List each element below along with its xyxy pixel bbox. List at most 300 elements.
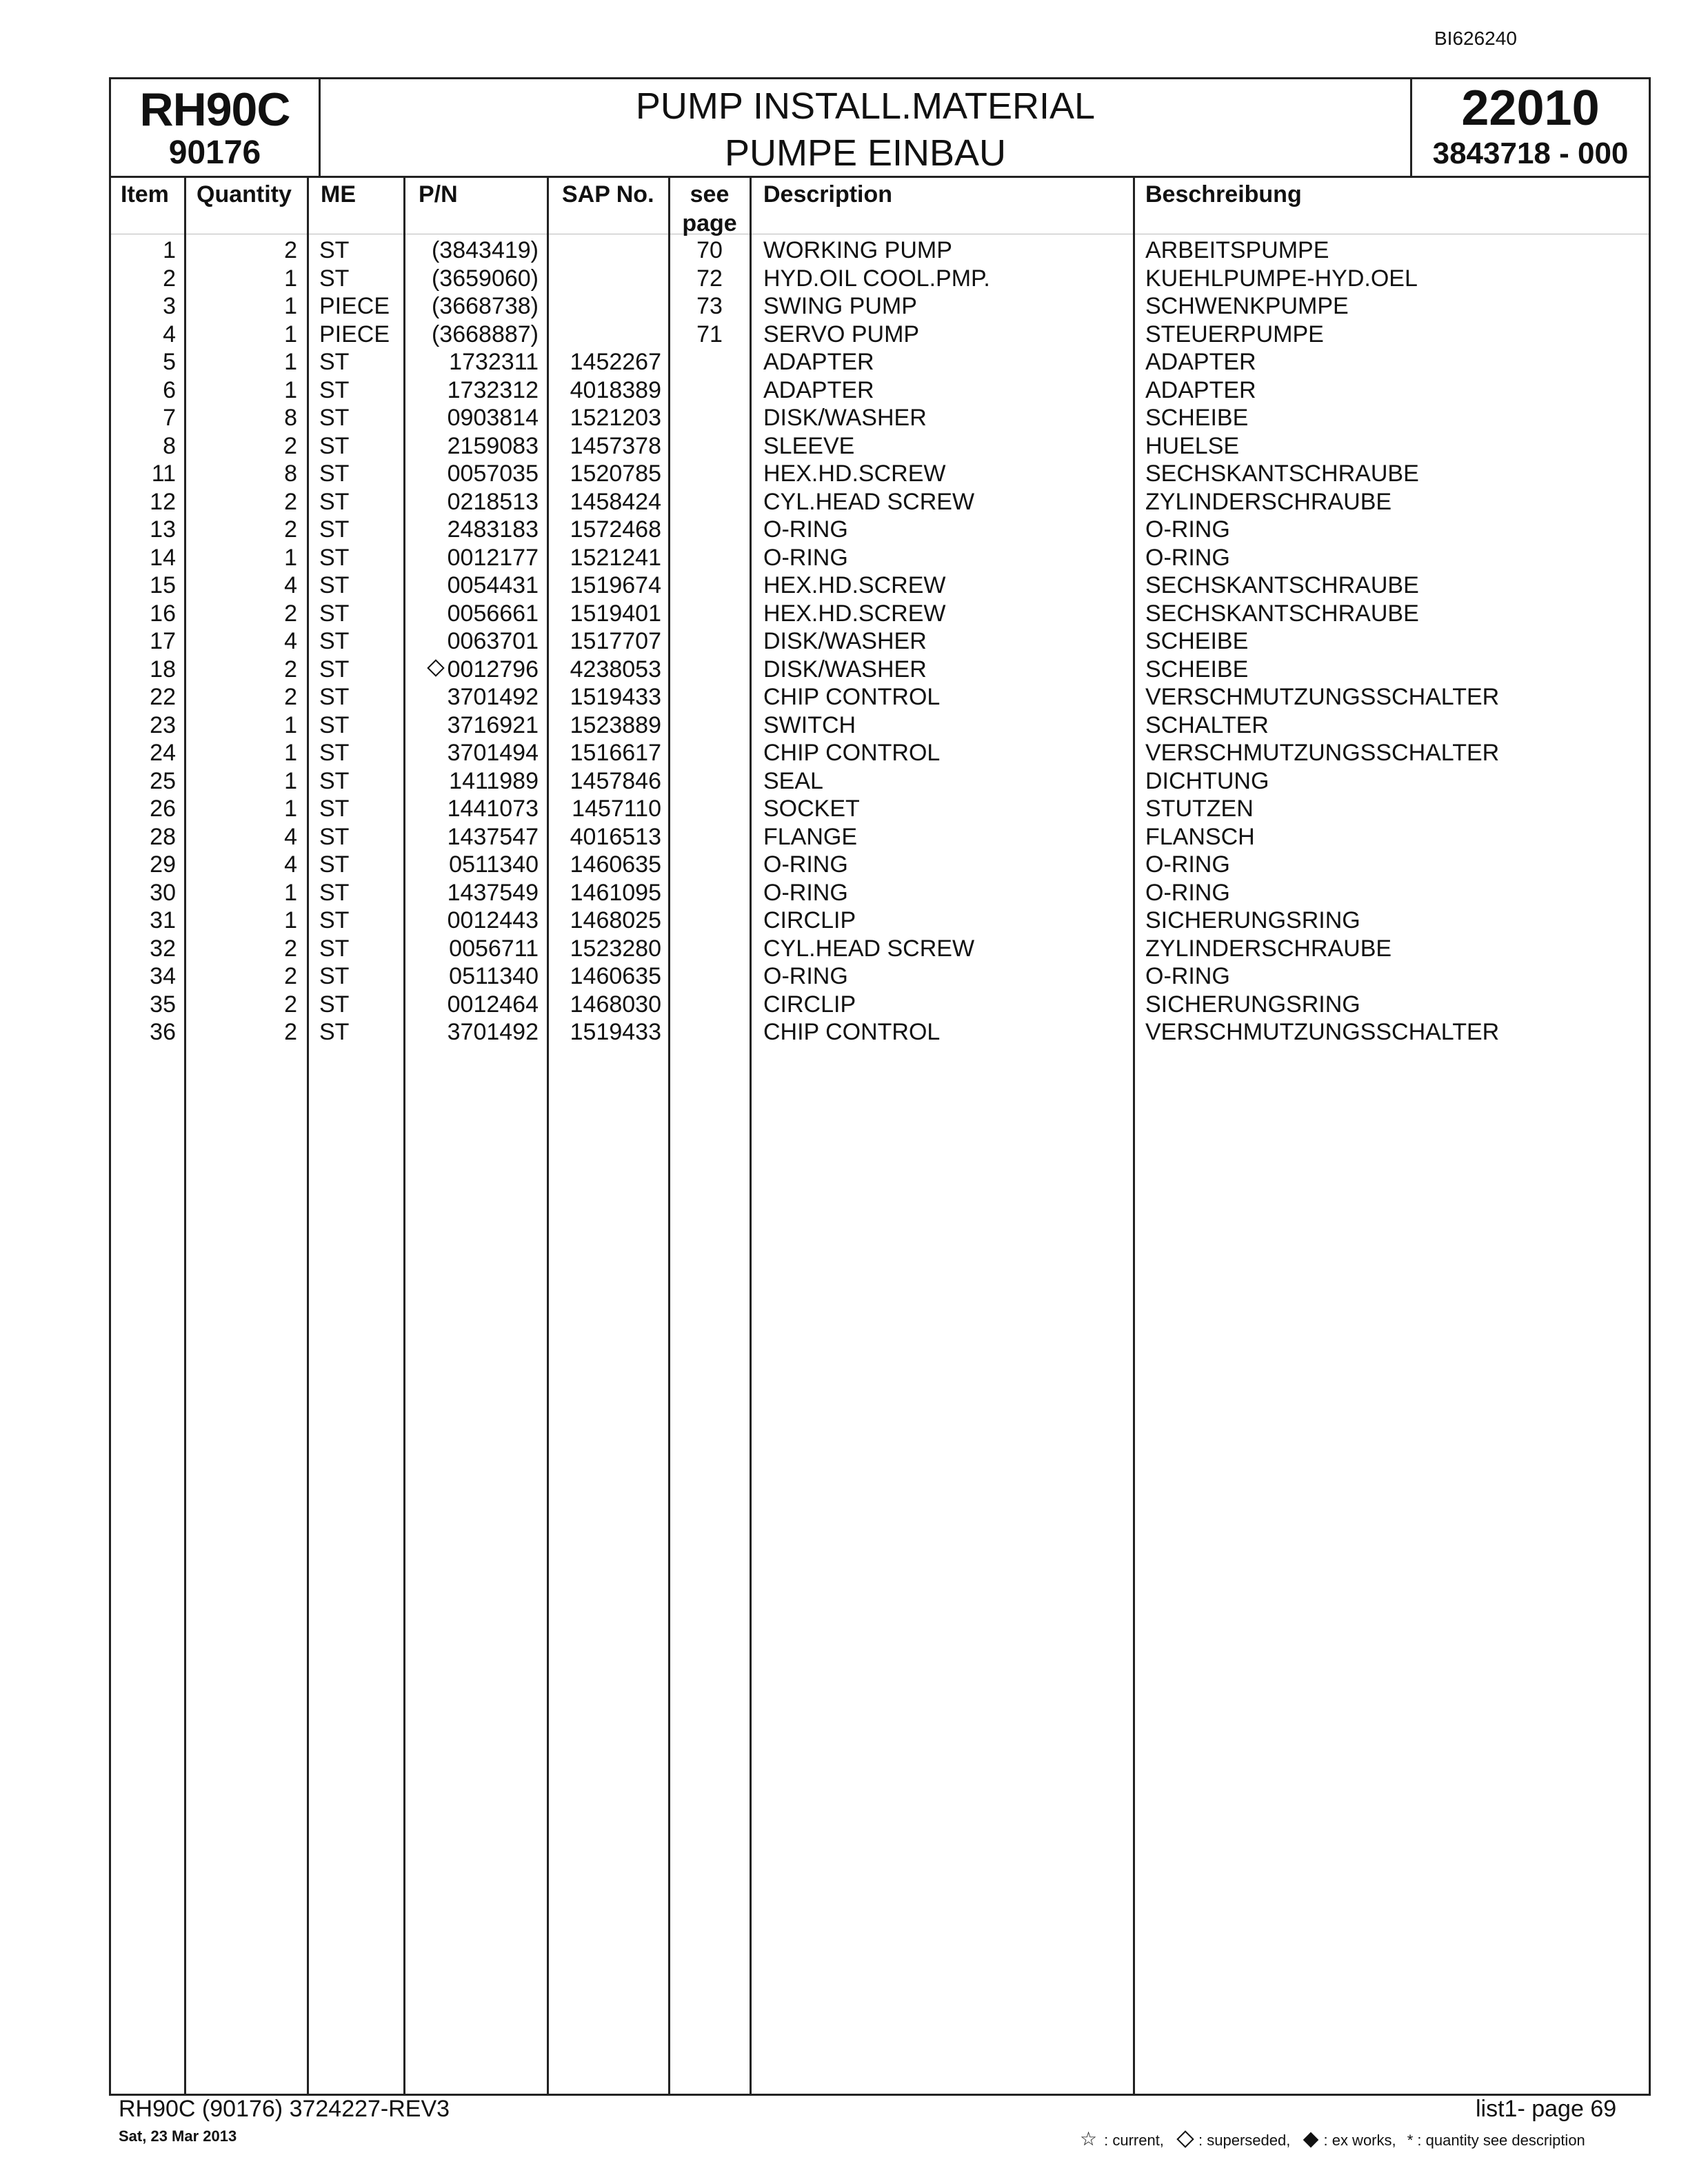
cell-item-text: 13 [150,516,176,543]
cell-me-text: ST [319,461,350,487]
table-row [111,767,1649,795]
cell-me [319,627,402,655]
cell-beschreibung [1145,600,1642,627]
footer-date: Sat, 23 Mar 2013 [119,2127,237,2145]
cell-me-text: ST [319,711,350,738]
cell-beschreibung [1145,656,1642,683]
cell-description-text: HEX.HD.SCREW [763,572,946,598]
cell-quantity-text: 2 [284,237,297,263]
cell-see-page [670,292,750,320]
legend-ex-works: : ex works, [1323,2132,1396,2149]
cell-description [763,376,1122,404]
cell-quantity [184,516,297,543]
cell-me-text: ST [319,656,350,682]
cell-quantity [184,795,297,822]
cell-me [319,516,402,543]
cell-me [319,376,402,404]
cell-sap-text: 1519433 [570,684,661,710]
cell-me-text: ST [319,963,350,989]
table-row [111,376,1649,404]
cell-pn-text: 1411989 [449,767,539,794]
cell-beschreibung-text: VERSCHMUTZUNGSSCHALTER [1145,1019,1500,1045]
cell-beschreibung-text: O-RING [1145,544,1230,571]
cell-description-text: FLANGE [763,823,858,850]
table-row [111,321,1649,348]
table-row [111,627,1649,655]
cell-me [319,404,402,432]
cell-pn [409,292,539,320]
cell-description [763,627,1122,655]
cell-sap [552,879,661,907]
cell-me [319,348,402,376]
cell-description [763,823,1122,851]
cell-pn-text: 0511340 [449,963,539,989]
cell-item [111,795,176,822]
cell-description [763,991,1122,1018]
cell-see-page-text: 70 [696,237,723,263]
cell-pn-text: 0012443 [447,907,539,933]
cell-description [763,1018,1122,1046]
cell-quantity [184,376,297,404]
table-row [111,600,1649,627]
col-header-pn: P/N [419,181,458,208]
cell-item-text: 30 [150,879,176,906]
cell-item-text: 29 [150,851,176,878]
cell-me-text: ST [319,488,350,515]
table-row [111,404,1649,432]
cell-me-text: ST [319,265,350,292]
cell-item [111,683,176,711]
cell-quantity-text: 8 [284,405,297,431]
cell-quantity-text: 1 [284,265,297,292]
cell-sap-text: 1452267 [570,349,661,375]
cell-me-text: ST [319,740,350,766]
cell-quantity [184,907,297,934]
cell-pn [409,572,539,599]
cell-description [763,600,1122,627]
cell-pn-text: 0012177 [447,544,539,571]
table-row [111,879,1649,907]
cell-sap-text: 1460635 [570,851,661,878]
cell-sap-text: 1458424 [570,488,661,515]
cell-pn-text: 0511340 [449,851,539,878]
cell-beschreibung-text: SCHEIBE [1145,656,1249,682]
cell-sap [552,600,661,627]
cell-description-text: CIRCLIP [763,991,856,1018]
cell-pn-text: 0063701 [447,628,539,654]
cell-pn-text: 2159083 [447,432,539,459]
cell-sap-text: 1520785 [570,461,661,487]
cell-sap-text: 1519433 [570,1019,661,1045]
diamond-filled-icon [1303,2132,1319,2148]
cell-description-text: O-RING [763,851,848,878]
cell-beschreibung [1145,851,1642,878]
title-block [321,79,1410,176]
cell-me [319,907,402,934]
cell-sap-text: 1519674 [570,572,661,598]
cell-beschreibung [1145,879,1642,907]
cell-quantity-text: 1 [284,293,297,319]
cell-sap-text: 1457846 [570,767,661,794]
cell-quantity-text: 2 [284,656,297,682]
document-id: BI626240 [1434,28,1517,49]
cell-beschreibung-text: ADAPTER [1145,349,1256,375]
cell-sap [552,656,661,683]
cell-item-text: 31 [150,907,176,933]
cell-me-text: ST [319,600,350,627]
cell-pn [409,683,539,711]
cell-me [319,962,402,990]
cell-description-text: SWING PUMP [763,293,917,319]
cell-description [763,879,1122,907]
col-header-item: Item [121,181,169,208]
cell-me [319,767,402,795]
cell-sap-text: 1523280 [570,935,661,962]
cell-quantity-text: 2 [284,516,297,543]
cell-pn [409,544,539,572]
cell-me [319,1018,402,1046]
cell-quantity-text: 4 [284,851,297,878]
cell-beschreibung [1145,1018,1642,1046]
cell-description-text: O-RING [763,879,848,906]
cell-me-text: ST [319,405,350,431]
cell-description-text: SLEEVE [763,432,855,459]
cell-quantity [184,767,297,795]
cell-item-text: 14 [150,544,176,571]
cell-pn [409,907,539,934]
cell-quantity [184,600,297,627]
cell-item-text: 5 [163,349,176,375]
cell-me [319,572,402,599]
cell-description [763,432,1122,460]
cell-me [319,711,402,739]
cell-description-text: DISK/WASHER [763,656,927,682]
cell-pn [409,265,539,292]
cell-sap-text: 1468025 [570,907,661,933]
cell-beschreibung [1145,627,1642,655]
cell-pn [409,851,539,878]
cell-beschreibung-text: STUTZEN [1145,796,1254,822]
cell-me-text: ST [319,851,350,878]
cell-me [319,739,402,767]
cell-item-text: 12 [150,488,176,515]
cell-me-text: ST [319,572,350,598]
cell-pn-text: (3659060) [431,265,539,292]
cell-beschreibung-text: SECHSKANTSCHRAUBE [1145,572,1419,598]
table-row [111,516,1649,543]
cell-sap [552,962,661,990]
cell-description [763,935,1122,962]
cell-beschreibung-text: O-RING [1145,516,1230,543]
cell-quantity-text: 1 [284,349,297,375]
cell-description [763,962,1122,990]
col-header-see: see [690,181,730,208]
cell-item [111,935,176,962]
legend [1080,2127,1592,2150]
cell-beschreibung [1145,404,1642,432]
cell-sap [552,348,661,376]
parts-list-frame [109,77,1651,2096]
cell-description-text: WORKING PUMP [763,237,952,263]
cell-item [111,991,176,1018]
cell-pn [409,935,539,962]
cell-beschreibung-text: KUEHLPUMPE-HYD.OEL [1145,265,1418,292]
cell-quantity [184,321,297,348]
table-row [111,935,1649,962]
cell-item [111,627,176,655]
cell-item [111,962,176,990]
cell-pn-text: 1441073 [447,796,539,822]
cell-beschreibung [1145,907,1642,934]
cell-item [111,656,176,683]
header-divider [111,176,1649,178]
cell-description-text: SEAL [763,767,823,794]
cell-quantity-text: 2 [284,600,297,627]
cell-beschreibung-text: O-RING [1145,851,1230,878]
cell-quantity-text: 1 [284,907,297,933]
cell-quantity-text: 1 [284,767,297,794]
cell-description [763,265,1122,292]
cell-item-text: 26 [150,796,176,822]
cell-item-text: 25 [150,767,176,794]
cell-item-text: 8 [163,432,176,459]
serial-number: 90176 [168,134,261,171]
cell-item [111,348,176,376]
cell-beschreibung [1145,321,1642,348]
cell-pn [409,739,539,767]
superseded-diamond-icon [427,659,444,676]
cell-sap [552,1018,661,1046]
cell-description-text: CHIP CONTROL [763,740,941,766]
cell-item [111,739,176,767]
cell-item [111,488,176,516]
cell-sap-text: 1519401 [570,600,661,627]
cell-sap-text: 1460635 [570,963,661,989]
cell-description-text: CHIP CONTROL [763,684,941,710]
cell-sap-text: 1521203 [570,405,661,431]
cell-quantity [184,879,297,907]
cell-me [319,991,402,1018]
cell-sap-text: 4238053 [570,656,661,682]
cell-me-text: ST [319,991,350,1018]
cell-description [763,544,1122,572]
cell-me-text: ST [319,684,350,710]
cell-description-text: O-RING [763,516,848,543]
cell-quantity [184,236,297,264]
cell-me-text: ST [319,879,350,906]
cell-pn-text: 1732311 [449,349,539,375]
cell-sap [552,627,661,655]
cell-me [319,488,402,516]
cell-sap [552,991,661,1018]
cell-beschreibung [1145,488,1642,516]
cell-me [319,265,402,292]
table-row [111,1018,1649,1046]
table-row [111,851,1649,878]
cell-me-text: ST [319,628,350,654]
cell-item-text: 36 [150,1019,176,1045]
cell-item [111,711,176,739]
title-english: PUMP INSTALL.MATERIAL [635,85,1096,127]
cell-quantity [184,683,297,711]
cell-me-text: ST [319,935,350,962]
cell-item [111,516,176,543]
cell-see-page [670,236,750,264]
cell-item-text: 4 [163,321,176,347]
cell-item-text: 17 [150,628,176,654]
cell-quantity-text: 2 [284,684,297,710]
cell-beschreibung [1145,432,1642,460]
cell-sap [552,460,661,487]
model-name: RH90C [139,83,290,136]
cell-beschreibung-text: SCHEIBE [1145,628,1249,654]
cell-description-text: HYD.OIL COOL.PMP. [763,265,990,292]
cell-item-text: 24 [150,740,176,766]
cell-me [319,879,402,907]
cell-description-text: CIRCLIP [763,907,856,933]
cell-beschreibung [1145,236,1642,264]
cell-pn [409,767,539,795]
cell-sap [552,767,661,795]
cell-see-page-text: 71 [696,321,723,347]
cell-me-text: ST [319,544,350,571]
cell-beschreibung-text: FLANSCH [1145,823,1255,850]
cell-item-text: 1 [163,237,176,263]
cell-item-text: 18 [150,656,176,682]
cell-pn [409,962,539,990]
cell-item [111,600,176,627]
cell-quantity [184,739,297,767]
cell-me [319,656,402,683]
cell-quantity [184,656,297,683]
cell-quantity-text: 4 [284,628,297,654]
cell-item-text: 7 [163,405,176,431]
cell-description [763,907,1122,934]
cell-sap-text: 1517707 [570,628,661,654]
cell-beschreibung-text: ZYLINDERSCHRAUBE [1145,488,1392,515]
cell-quantity-text: 1 [284,711,297,738]
cell-me-text: ST [319,1019,350,1045]
legend-quantity: * : quantity see description [1407,2132,1585,2149]
cell-pn [409,376,539,404]
cell-beschreibung [1145,767,1642,795]
cell-pn-text: 0056711 [449,935,539,962]
cell-sap [552,711,661,739]
col-header-quantity: Quantity [197,181,292,208]
cell-quantity [184,1018,297,1046]
cell-quantity [184,991,297,1018]
cell-sap [552,907,661,934]
cell-quantity [184,823,297,851]
cell-beschreibung [1145,460,1642,487]
table-row [111,292,1649,320]
cell-sap [552,544,661,572]
cell-sap [552,683,661,711]
cell-item-text: 11 [151,461,176,487]
cell-quantity [184,962,297,990]
cell-description-text: HEX.HD.SCREW [763,600,946,627]
col-header-sap: SAP No. [562,181,654,208]
cell-me [319,321,402,348]
cell-quantity-text: 2 [284,991,297,1018]
cell-description [763,711,1122,739]
cell-pn [409,236,539,264]
cell-quantity [184,488,297,516]
cell-pn-text: 3701492 [447,684,539,710]
cell-pn [409,348,539,376]
cell-description-text: CYL.HEAD SCREW [763,488,975,515]
table-row [111,572,1649,599]
cell-item [111,767,176,795]
cell-item [111,879,176,907]
cell-item [111,236,176,264]
cell-description [763,851,1122,878]
cell-description [763,292,1122,320]
cell-pn [409,432,539,460]
cell-quantity-text: 1 [284,879,297,906]
cell-pn [409,627,539,655]
cell-beschreibung-text: ADAPTER [1145,376,1256,403]
cell-beschreibung [1145,795,1642,822]
cell-item-text: 32 [150,935,176,962]
cell-description [763,795,1122,822]
cell-item-text: 15 [150,572,176,598]
cell-sap-text: 1457110 [572,796,661,822]
cell-pn-text: 1437547 [447,823,539,850]
cell-description-text: DISK/WASHER [763,405,927,431]
table-row [111,488,1649,516]
cell-quantity-text: 2 [284,963,297,989]
cell-me [319,600,402,627]
table-row [111,991,1649,1018]
cell-see-page-text: 72 [696,265,723,292]
cell-sap [552,851,661,878]
table-row [111,711,1649,739]
cell-beschreibung [1145,572,1642,599]
cell-description [763,572,1122,599]
cell-beschreibung [1145,265,1642,292]
model-block [111,79,321,176]
cell-description-text: O-RING [763,544,848,571]
cell-quantity-text: 4 [284,572,297,598]
table-row [111,432,1649,460]
cell-item [111,404,176,432]
cell-pn-text: 3701492 [447,1019,539,1045]
cell-description [763,321,1122,348]
legend-current: : current, [1104,2132,1164,2149]
cell-quantity-text: 1 [284,376,297,403]
cell-me-text: ST [319,376,350,403]
cell-beschreibung-text: STEUERPUMPE [1145,321,1324,347]
cell-quantity [184,460,297,487]
cell-beschreibung [1145,711,1642,739]
col-header-see-page [670,180,750,238]
cell-description [763,404,1122,432]
table-row [111,656,1649,683]
cell-beschreibung [1145,683,1642,711]
cell-pn-text: 1437549 [447,879,539,906]
cell-quantity [184,292,297,320]
table-row [111,823,1649,851]
cell-item-text: 34 [150,963,176,989]
cell-pn [409,1018,539,1046]
cell-me [319,851,402,878]
cell-pn-text: (3668887) [431,321,539,347]
cell-pn-text: (3668738) [431,293,539,319]
cell-pn [409,879,539,907]
cell-description [763,488,1122,516]
cell-pn-text: 3701494 [447,740,539,766]
